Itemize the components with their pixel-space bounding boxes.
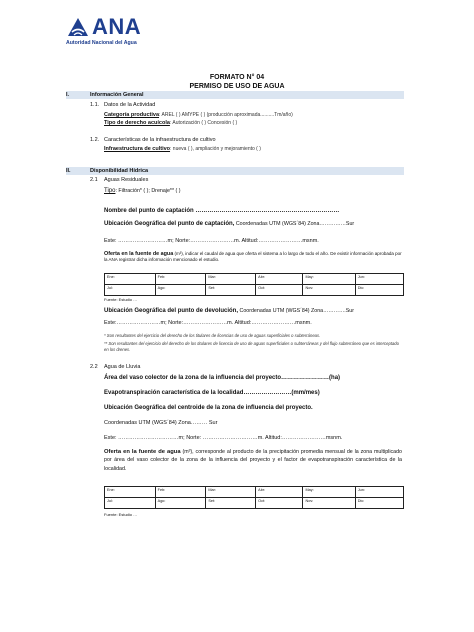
form-number-title: FORMATO N° 04 <box>209 74 265 81</box>
table-cell: May: <box>303 487 355 498</box>
table-row <box>105 498 404 509</box>
logo-text: ANA <box>92 14 142 39</box>
coordenadas-zona: Coordenadas UTM (WGS´84) Zona……… Sur <box>104 420 218 426</box>
ubicacion-devolucion-line <box>104 308 354 314</box>
table-cell: Abr: <box>256 487 303 498</box>
table-cell: May: <box>303 274 355 285</box>
table-cell: Mar: <box>206 487 256 498</box>
table-row <box>105 487 404 498</box>
tipo-derecho-line <box>104 120 237 126</box>
ubicacion-captacion-rest: Coordenadas UTM (WGS´84) Zona……………Sur <box>234 221 355 227</box>
table-cell: Jul: <box>105 498 156 509</box>
section-number: I. <box>66 92 70 98</box>
table-cell: Nov: <box>303 285 355 296</box>
ubicacion-captacion-label: Ubicación Geográfica del punto de captación, <box>104 221 235 227</box>
subsection-title: Características de la infraestructura de cultivo <box>104 137 216 143</box>
oferta-text: (m³), indicar el caudal de agua que oferta el sistema a lo largo de todo el año. De existir información aprobada por la ANA registrar dicha información mencionado el estudio. <box>104 251 402 262</box>
table-cell: Ago: <box>155 285 206 296</box>
table-row <box>105 274 404 285</box>
coordenadas-centroide: Este: ……………………………m; Norte: …………………………m. Altitud:……………………msnm. <box>104 435 343 441</box>
oferta-label: Oferta en la fuente de agua <box>104 449 181 455</box>
table-source-2: Fuente: Estudio … <box>104 512 138 517</box>
table-cell: Dic: <box>355 285 403 296</box>
tipo-derecho-label: Tipo de derecho acuícola <box>104 120 170 126</box>
punto-captacion-text: Nombre del punto de captación ……………………………………………………………… <box>104 208 340 214</box>
footnote-drenaje: ** Son resultantes del ejercicio del derecho de los titulares de licencia de uso de aguas superficiales o subterráneas y del flujo subterráneo que es interceptado en los drenes. <box>104 341 399 352</box>
infraestructura-line <box>104 146 261 152</box>
section-number: II. <box>66 168 71 174</box>
table-cell: Jun: <box>355 487 403 498</box>
table-cell: Jul: <box>105 285 156 296</box>
infraestructura-options: : nueva ( ), ampliación y mejoramiento ( ) <box>170 146 261 152</box>
subsection-number: 2.1 <box>90 177 98 183</box>
table-cell: Ene: <box>105 274 156 285</box>
subsection-number: 1.2. <box>90 137 100 143</box>
punto-captacion-line <box>104 208 339 214</box>
table-cell: Oct: <box>256 498 303 509</box>
evapotranspiracion-line <box>104 390 320 396</box>
table-cell: Nov: <box>303 498 355 509</box>
subsection-number: 2.2 <box>90 364 98 370</box>
ubicacion-devolucion-rest: Coordenadas UTM (WGS´84) Zona………….Sur <box>238 308 355 314</box>
water-drop-logo-icon <box>66 16 90 38</box>
table-cell: Feb: <box>155 274 206 285</box>
categoria-options: : AREL ( ) AMYPE ( ) (producción aproximada..........Tm/año) <box>159 112 293 118</box>
area-vaso-text: Área del vaso colector de la zona de la influencia del proyecto……………………(ha) <box>104 375 341 381</box>
oferta-fuente-paragraph-2 <box>104 448 402 473</box>
subsection-number: 1.1. <box>90 102 100 108</box>
coordenadas-captacion: Este: ………………………m; Norte:……………………m. Altitud:……………………msnm. <box>104 238 319 244</box>
oferta-label: Oferta en la fuente de agua <box>104 251 174 257</box>
centroide-line <box>104 405 313 411</box>
tipo-agua-options: : Filtración* ( ); Drenaje** ( ) <box>115 188 181 194</box>
oferta-text: (m³), corresponde al producto de la precipitación promedia mensual de la zona multiplicado por área del vaso colector de la zona de la influencia del proyecto y el factor de evapotranspiración característica de la localidad. <box>104 449 402 472</box>
table-source-1: Fuente: Estudio … <box>104 297 138 302</box>
centroide-text: Ubicación Geográfica del centroide de la zona de influencia del proyecto. <box>104 405 313 411</box>
tipo-derecho-options: : Autorización ( ) Concesión ( ) <box>169 120 238 126</box>
table-cell: Abr: <box>256 274 303 285</box>
tipo-agua-label: Tipo <box>104 188 116 194</box>
table-cell: Dic: <box>355 498 403 509</box>
table-cell: Jun: <box>355 274 403 285</box>
form-main-title: PERMISO DE USO DE AGUA <box>189 83 285 90</box>
ana-logo <box>66 10 156 56</box>
table-cell: Ene: <box>105 487 156 498</box>
subsection-title: Datos de la Actividad <box>104 102 156 108</box>
table-cell: Ago: <box>155 498 206 509</box>
section-title-disponibilidad: Disponibilidad Hídrica <box>90 168 149 174</box>
subsection-title: Aguas Residuales <box>104 177 149 183</box>
ubicacion-devolucion-label: Ubicación Geográfica del punto de devolución, <box>104 308 239 314</box>
monthly-table-2 <box>104 486 404 509</box>
table-row <box>105 285 404 296</box>
categoria-line <box>104 112 293 118</box>
categoria-label: Categoría productiva <box>104 112 160 118</box>
area-vaso-line <box>104 375 340 381</box>
ubicacion-captacion-line <box>104 221 354 227</box>
section-title-general: Información General <box>90 92 144 98</box>
table-cell: Set: <box>206 285 256 296</box>
table-cell: Set: <box>206 498 256 509</box>
table-cell: Mar: <box>206 274 256 285</box>
infraestructura-label: Infraestructura de cultivo <box>104 146 171 152</box>
monthly-table-1 <box>104 273 404 296</box>
logo-subtitle: Autoridad Nacional del Agua <box>66 40 137 46</box>
table-cell: Oct: <box>256 285 303 296</box>
tipo-agua-line <box>104 188 181 194</box>
table-cell: Feb: <box>155 487 206 498</box>
oferta-fuente-paragraph-1 <box>104 251 402 263</box>
evapotranspiracion-text: Evapotranspiración característica de la localidad……………………(mm/mes) <box>104 390 320 396</box>
coordenadas-devolucion: Este:……………………m; Norte:……………………m. Altitud:……………………msnm. <box>104 320 312 326</box>
footnote-filtracion: * Son resultantes del ejercicio del derecho de los titulares de licencias de uso de aguas superficiales o subterráneas. <box>104 333 321 338</box>
subsection-title: Agua de Lluvia <box>104 364 141 370</box>
